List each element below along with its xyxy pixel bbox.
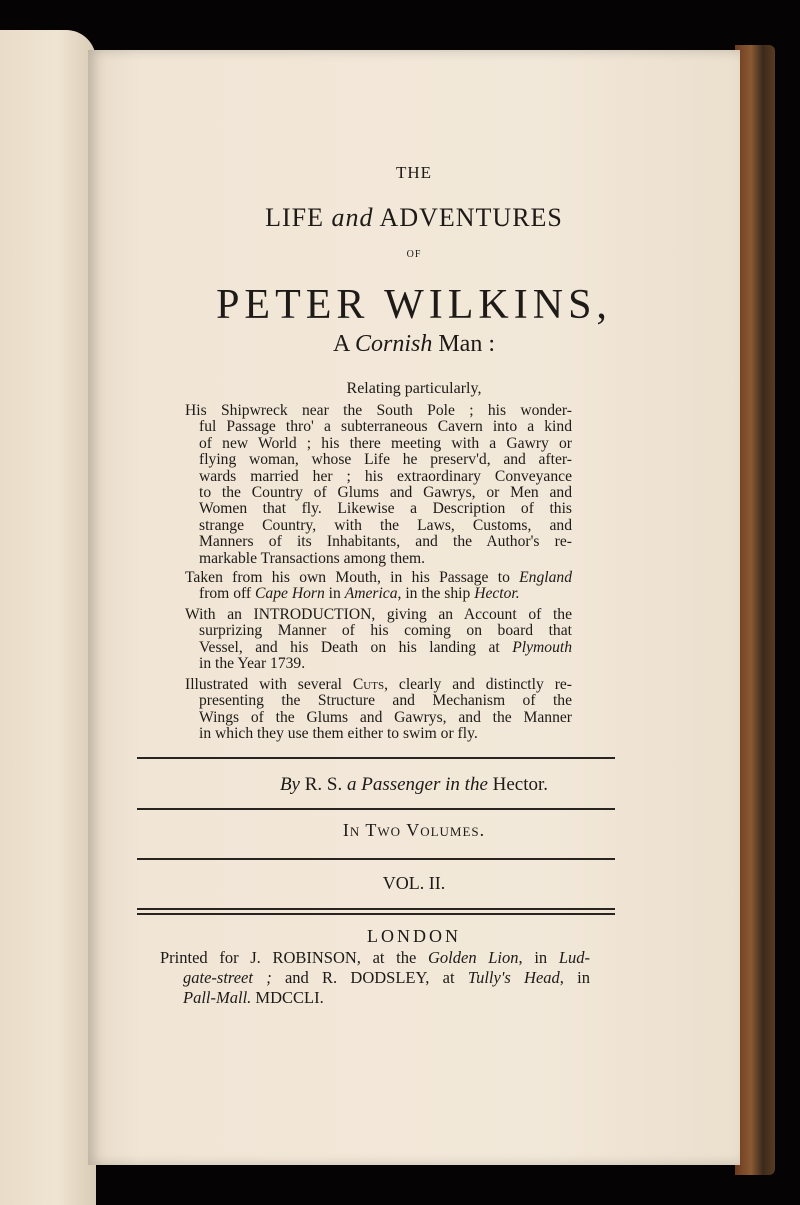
- imprint-city: LONDON: [367, 926, 461, 946]
- text-segment: Women that fly. Likewise a Description of this: [199, 500, 572, 518]
- imprint-line: [160, 950, 590, 967]
- text-segment: of new World ; his there meeting with a Gawry or: [199, 434, 572, 452]
- paragraph-line: [199, 586, 520, 602]
- text-segment: in the Year 1739.: [199, 655, 306, 673]
- paragraph-line: [199, 656, 305, 672]
- divider: [137, 858, 615, 860]
- italic-text: Tully's Head: [467, 968, 560, 987]
- facing-page: [0, 30, 96, 1205]
- text-segment: Cuts: [352, 676, 385, 693]
- text-segment: in which they use them either to swim or fly.: [199, 725, 478, 743]
- italic-text: Hector.: [474, 585, 520, 603]
- paragraph-line: [185, 607, 572, 623]
- text-segment: R. S.: [299, 774, 347, 795]
- text-segment: presenting the Structure and Mechanism of the: [199, 692, 572, 710]
- text-segment: Man :: [432, 331, 496, 357]
- text-segment: and R. DODSLEY, at: [271, 968, 468, 987]
- paragraph-line: [199, 501, 572, 517]
- text-segment: Taken from his own Mouth, in his Passage to: [185, 569, 520, 586]
- text-segment: , clearly and distinctly re-: [384, 676, 573, 693]
- double-divider-top: [137, 908, 615, 910]
- imprint-line: [183, 970, 590, 987]
- italic-text: Cape Horn: [255, 585, 325, 603]
- text-segment: markable Transactions among them.: [199, 549, 426, 567]
- italic-text: gate-street ;: [183, 968, 272, 987]
- divider: [137, 808, 615, 810]
- relating-heading: Relating particularly,: [346, 380, 482, 397]
- paragraph-line: [199, 436, 572, 452]
- italic-text: Lud-: [558, 948, 591, 967]
- italic-text: Cornish: [354, 331, 433, 357]
- paragraph-line: [199, 693, 572, 709]
- paragraph-line: [199, 551, 425, 567]
- text-segment: to the Country of Glums and Gawrys, or Men and: [199, 484, 572, 501]
- italic-text: a Passenger in the: [346, 774, 488, 795]
- text-segment: His Shipwreck near the South Pole ; his wonder-: [185, 402, 572, 419]
- text-segment: , in the ship: [397, 585, 475, 603]
- paragraph-line: [185, 403, 572, 419]
- text-segment: flying woman, whose Life he preserv'd, and after-: [199, 451, 572, 469]
- title-name: PETER WILKINS,: [216, 282, 612, 328]
- italic-text: Pall-Mall.: [183, 988, 252, 1007]
- text-segment: from off: [199, 585, 256, 603]
- italic-text: Golden Lion: [428, 948, 519, 967]
- text-segment: , in: [518, 948, 559, 967]
- volumes-note: In Two Volumes.: [342, 820, 486, 840]
- paragraph-line: [199, 640, 572, 656]
- double-divider-bottom: [137, 913, 615, 915]
- book-cover-edge: [735, 45, 775, 1175]
- text-segment: LIFE: [265, 203, 332, 232]
- text-segment: strange Country, with the Laws, Customs, and: [199, 516, 572, 534]
- title-of: OF: [406, 249, 422, 260]
- text-segment: in: [324, 585, 345, 603]
- author-line: [88, 775, 740, 794]
- italic-text: and: [331, 203, 374, 232]
- text-segment: wards married her ; his extraordinary Conveyance: [199, 467, 572, 485]
- italic-text: Plymouth: [512, 638, 572, 656]
- divider: [137, 757, 615, 759]
- paragraph-line: [199, 623, 572, 639]
- text-segment: Vessel, and his Death on his landing at: [199, 638, 513, 656]
- paragraph-line: [199, 485, 572, 501]
- text-segment: Wings of the Glums and Gawrys, and the Manner: [199, 708, 572, 726]
- text-segment: , in: [559, 968, 590, 987]
- paragraph-line: [185, 570, 572, 586]
- paragraph-line: [185, 677, 572, 693]
- imprint-line: [183, 990, 324, 1007]
- italic-text: By: [279, 774, 300, 795]
- text-segment: Manners of its Inhabitants, and the Author's re-: [199, 533, 572, 551]
- paragraph-line: [199, 452, 572, 468]
- title-life-and-adventures: [88, 205, 740, 231]
- text-segment: ful Passage thro' a subterraneous Cavern into a kind: [199, 418, 572, 436]
- italic-text: America: [344, 585, 398, 603]
- text-segment: MDCCLI.: [251, 988, 324, 1007]
- text-segment: With an INTRODUCTION, giving an Account of the: [185, 606, 572, 623]
- paragraph-line: [199, 469, 572, 485]
- paragraph-line: [199, 518, 572, 534]
- italic-text: England: [519, 569, 572, 586]
- title-the: THE: [395, 163, 433, 182]
- text-segment: ADVENTURES: [373, 203, 563, 232]
- paragraph-line: [199, 419, 572, 435]
- text-segment: Printed for J. ROBINSON, at the: [160, 948, 429, 967]
- text-segment: surprizing Manner of his coming on board that: [199, 622, 572, 640]
- text-segment: Hector.: [487, 774, 549, 795]
- title-page: [88, 50, 740, 1165]
- paragraph-line: [199, 710, 572, 726]
- paragraph-line: [199, 534, 572, 550]
- volume-number: VOL. II.: [382, 873, 446, 893]
- subtitle-cornish-man: [88, 332, 740, 356]
- text-segment: Illustrated with several: [185, 676, 353, 693]
- paragraph-line: [199, 726, 478, 742]
- text-segment: A: [332, 331, 355, 357]
